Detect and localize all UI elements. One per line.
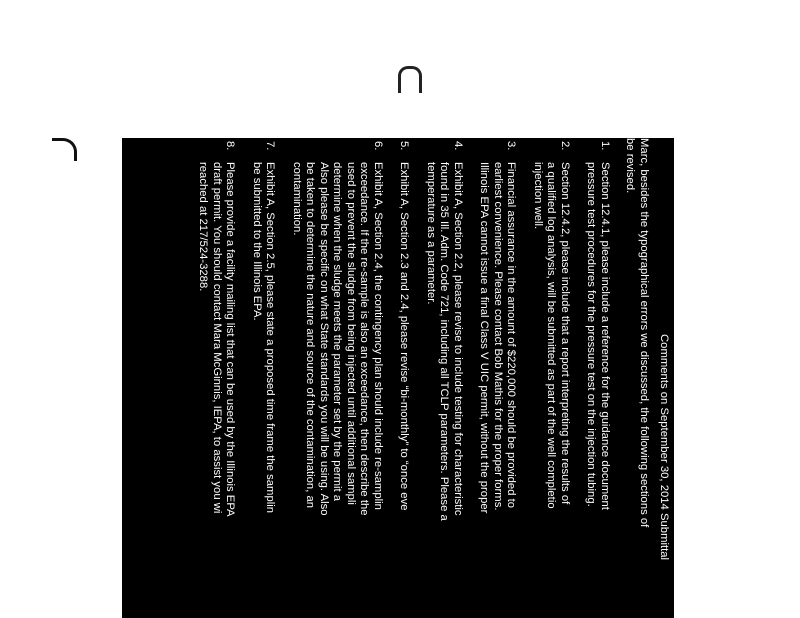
- item-line: reached at 217/524-3288.: [197, 162, 210, 292]
- item-line: Section 12.4.2, please include that a report interpreting the results of: [559, 162, 571, 505]
- item-line: Exhibit A, Section 2.2, please revise to include testing for characteristic: [452, 162, 464, 516]
- item-line: contamination.: [291, 162, 303, 236]
- item-line: Illinois EPA cannot issue a final Class V UIC permit, without the proper: [478, 162, 491, 514]
- item-number: 6.: [372, 141, 384, 151]
- item-line: Please provide a facility mailing list that can be used by the Illinois EPA: [224, 162, 237, 517]
- item-number: 3.: [505, 141, 518, 151]
- intro-line: be revised.: [624, 138, 637, 194]
- scan-artifact-mark: [52, 138, 77, 161]
- item-line: found in 35 Ill. Adm. Code 721, including all TCLP parameters. Please a: [438, 162, 451, 521]
- item-line: Also please be specific on what State standards you will be using. Also: [318, 162, 330, 516]
- item-line: be submitted to the Illinois EPA.: [251, 162, 263, 321]
- item-line: earliest convenience. Please contact Bob Mathis for the proper forms.: [492, 162, 504, 511]
- item-line: draft permit. You should contact Mara McGinnis, IEPA, to assist you wi: [211, 162, 223, 514]
- document-title: Comments on September 30, 2014 Submittal: [658, 334, 670, 561]
- item-number: 7.: [264, 141, 277, 151]
- item-line: a qualified log analysis, will be submitted as part of the well completio: [545, 162, 558, 509]
- item-number: 1.: [599, 141, 611, 151]
- item-line: Section 12.4.1, please include a reference for the guidance document: [599, 162, 611, 510]
- punch-hole-mark: [398, 66, 422, 93]
- item-line: exceedance. If the re-sample is also an exceedance, then describe the: [358, 162, 371, 516]
- item-line: Exhibit A, Section 2.3 and 2.4, please revise “bi-monthly” to “once eve: [398, 162, 411, 511]
- item-line: temperature as a parameter.: [425, 162, 437, 305]
- item-number: 5.: [398, 141, 411, 151]
- item-line: Financial assurance in the amount of $220,000 should be provided to: [505, 162, 518, 509]
- item-line: be taken to determine the nature and source of the contamination, an: [304, 162, 317, 509]
- item-line: determine when the sludge meets the parameter set by the permit a: [331, 162, 344, 502]
- item-number: 8.: [224, 141, 237, 151]
- item-line: pressure test procedures for the pressure test on the injection tubing.: [585, 162, 598, 507]
- scanned-page: [122, 138, 674, 618]
- item-line: injection well.: [532, 162, 544, 230]
- item-line: Exhibit A, Section 2.4, the contingency plan should include re-samplin: [372, 162, 384, 510]
- intro-line: Marc, besides the typographical errors we discussed, the following sections of: [638, 138, 650, 528]
- item-number: 4.: [452, 141, 464, 151]
- item-line: Exhibit A, Section 2.5, please state a proposed time frame the samplin: [264, 162, 277, 514]
- item-number: 2.: [559, 141, 571, 151]
- rotated-document-text: [122, 138, 674, 618]
- item-line: used to prevent the sludge from being injected until additional sampli: [345, 162, 357, 505]
